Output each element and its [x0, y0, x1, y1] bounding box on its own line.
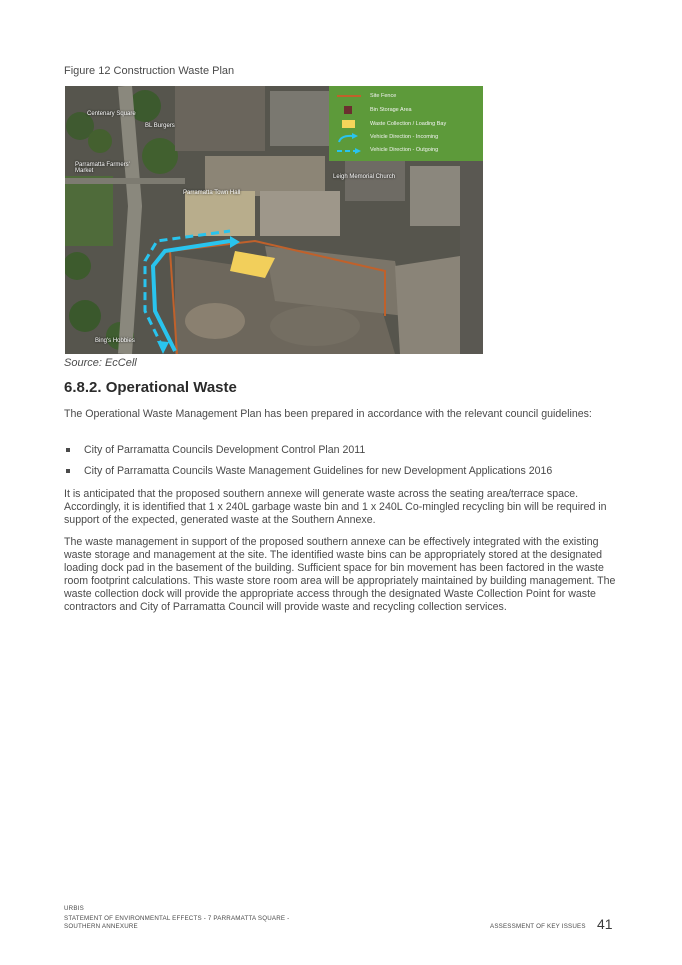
map-label-farmers-market: Parramatta Farmers' Market	[75, 162, 130, 174]
footer-company: URBIS	[64, 905, 84, 912]
bullet-marker-icon	[66, 469, 70, 473]
construction-waste-map	[65, 86, 483, 354]
bin-storage-square-icon	[335, 106, 363, 114]
intro-paragraph: The Operational Waste Management Plan has been prepared in accordance with the relevant council guidelines:	[64, 408, 592, 420]
outgoing-dashed-arrow-icon	[335, 146, 363, 154]
bullet-marker-icon	[66, 448, 70, 452]
map-label-centenary-square: Centenary Square	[87, 111, 136, 117]
footer-section-label: ASSESSMENT OF KEY ISSUES	[490, 923, 586, 930]
map-label-burger: BL Burgers	[145, 123, 175, 129]
site-fence-line-icon	[335, 92, 363, 100]
loading-bay-rect-icon	[335, 120, 363, 128]
incoming-arrow-icon	[335, 133, 363, 141]
map-legend	[329, 86, 483, 161]
figure-caption: Figure 12 Construction Waste Plan	[64, 65, 235, 77]
figure-source: Source: EcCell	[64, 357, 137, 369]
page-number: 41	[597, 916, 613, 932]
map-label-leigh-church: Leigh Memorial Church	[333, 174, 396, 180]
legend-item-bin-storage: Bin Storage Area	[335, 106, 412, 114]
legend-item-site-fence: Site Fence	[335, 92, 396, 100]
legend-item-incoming: Vehicle Direction - Incoming	[335, 133, 438, 141]
legend-item-loading-bay: Waste Collection / Loading Bay	[335, 120, 446, 128]
section-heading: 6.8.2. Operational Waste	[64, 379, 237, 396]
legend-item-outgoing: Vehicle Direction - Outgoing	[335, 146, 438, 154]
body-paragraph-1: It is anticipated that the proposed southern annexe will generate waste across the seating area/terrace space. Accordingly, it is identified that 1 x 240L garbage waste bin and 1 x 240L Co-mingled recycling bin will be required in support of the expected, generated waste at the Southern Annexe.	[64, 488, 607, 526]
map-label-town-hall: Parramatta Town Hall	[183, 190, 241, 196]
map-label-hobbies: Bing's Hobbies	[95, 338, 135, 344]
body-paragraph-2: The waste management in support of the proposed southern annexe can be effectively integrated with the existing waste storage and management at the site. The identified waste bins can be appropriately stored at the designated loading dock pad in the basement of the building. Sufficient space for bin movement has been factored in the waste room footprint calculations. This waste store room area will be appropriately maintained by building management. The waste collection dock will provide the appropriate access through the designated Waste Collection Point for waste contractors and City of Parramatta Council will provide waste and recycling collection services.	[64, 536, 616, 613]
footer-doc-title-line1: STATEMENT OF ENVIRONMENTAL EFFECTS - 7 PARRAMATTA SQUARE -	[64, 915, 290, 922]
footer-doc-title-line2: SOUTHERN ANNEXURE	[64, 923, 138, 930]
